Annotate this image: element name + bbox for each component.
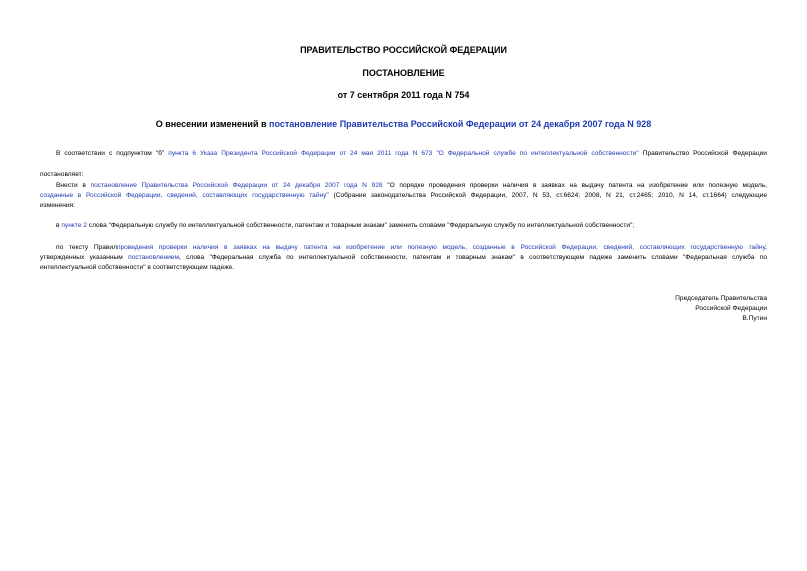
- rules-comma: ,: [765, 244, 767, 251]
- resolution-link[interactable]: постановление Правительства Российской Федерации от 24 декабря 2007 года N 928: [90, 182, 383, 189]
- paragraph-item-2: [56, 222, 634, 230]
- title-link[interactable]: постановление Правительства Российской Федерации от 24 декабря 2007 года N 928: [269, 119, 652, 129]
- rules-link[interactable]: проведения проверки наличия в заявках на выдачу патента на изобретение или полезную модель, созданные в Российской Федерации, сведений, составляющих государственную тайну: [116, 244, 766, 251]
- document-title: [0, 119, 807, 130]
- item-2-text: слова "Федеральную службу по интеллектуальной собственности, патентам и товарным знакам" заменить словами "Федеральную службу по интеллектуальной собственности";: [86, 222, 635, 229]
- signature-name: В.Путин: [742, 315, 767, 322]
- rules-replacement-text: , слова "Федеральная служба по интеллектуальной собственности, патентам и товарным знакам" в соответствующем падеже заменить словами "Федеральная служба по: [179, 254, 767, 261]
- paragraph-rules-line-3: интеллектуальной собственности" в соответствующем падеже.: [40, 264, 235, 271]
- rules-approved-prefix: утвержденных указанным: [40, 254, 129, 261]
- document-type-heading: ПОСТАНОВЛЕНИЕ: [362, 68, 445, 78]
- resolution-title-link[interactable]: созданные в Российской Федерации, сведений, составляющих государственную тайну": [40, 192, 329, 199]
- resolution-ref-link[interactable]: постановлением: [128, 254, 179, 261]
- paragraph-amend-line-1: [56, 182, 767, 190]
- paragraph-rules-line-2: [40, 254, 767, 262]
- date-number-heading: от 7 сентября 2011 года N 754: [337, 90, 470, 100]
- decree-link[interactable]: пункта 6 Указа Президента Российской Федерации от 24 мая 2011 года N 673 "О Федеральной службе по интеллектуальной собственности": [168, 150, 639, 157]
- rules-prefix: по тексту Правил: [56, 244, 117, 251]
- item-2-link[interactable]: пункте 2: [61, 222, 87, 229]
- paragraph-amend-line-3: изменения:: [40, 202, 75, 209]
- basis-prefix: В соответствии с подпунктом "б": [56, 150, 169, 157]
- amend-citation: (Собрание законодательства Российской Федерации, 2007, N 53, ст.6624; 2008, N 21, ст.2465; 2010, N 14, ст.1664) следующие: [328, 192, 767, 199]
- signature-position-line-1: Председатель Правительства: [675, 295, 767, 302]
- resolves-text: постановляет:: [40, 171, 84, 178]
- paragraph-amend-line-2: [40, 192, 767, 200]
- government-heading: ПРАВИТЕЛЬСТВО РОССИЙСКОЙ ФЕДЕРАЦИИ: [300, 45, 507, 55]
- paragraph-basis: [56, 150, 767, 158]
- item-2-prefix: в: [56, 222, 62, 229]
- basis-suffix: Правительство Российской Федерации: [638, 150, 767, 157]
- amend-prefix: Внести в: [56, 182, 91, 189]
- amend-title-start: "О порядке проведения проверки наличия в заявках на выдачу патента на изобретение или полезную модель,: [382, 182, 768, 189]
- signature-position-line-2: Российской Федерации: [695, 305, 767, 312]
- title-prefix: О внесении изменений в: [155, 119, 270, 129]
- paragraph-rules-line-1: [56, 244, 767, 252]
